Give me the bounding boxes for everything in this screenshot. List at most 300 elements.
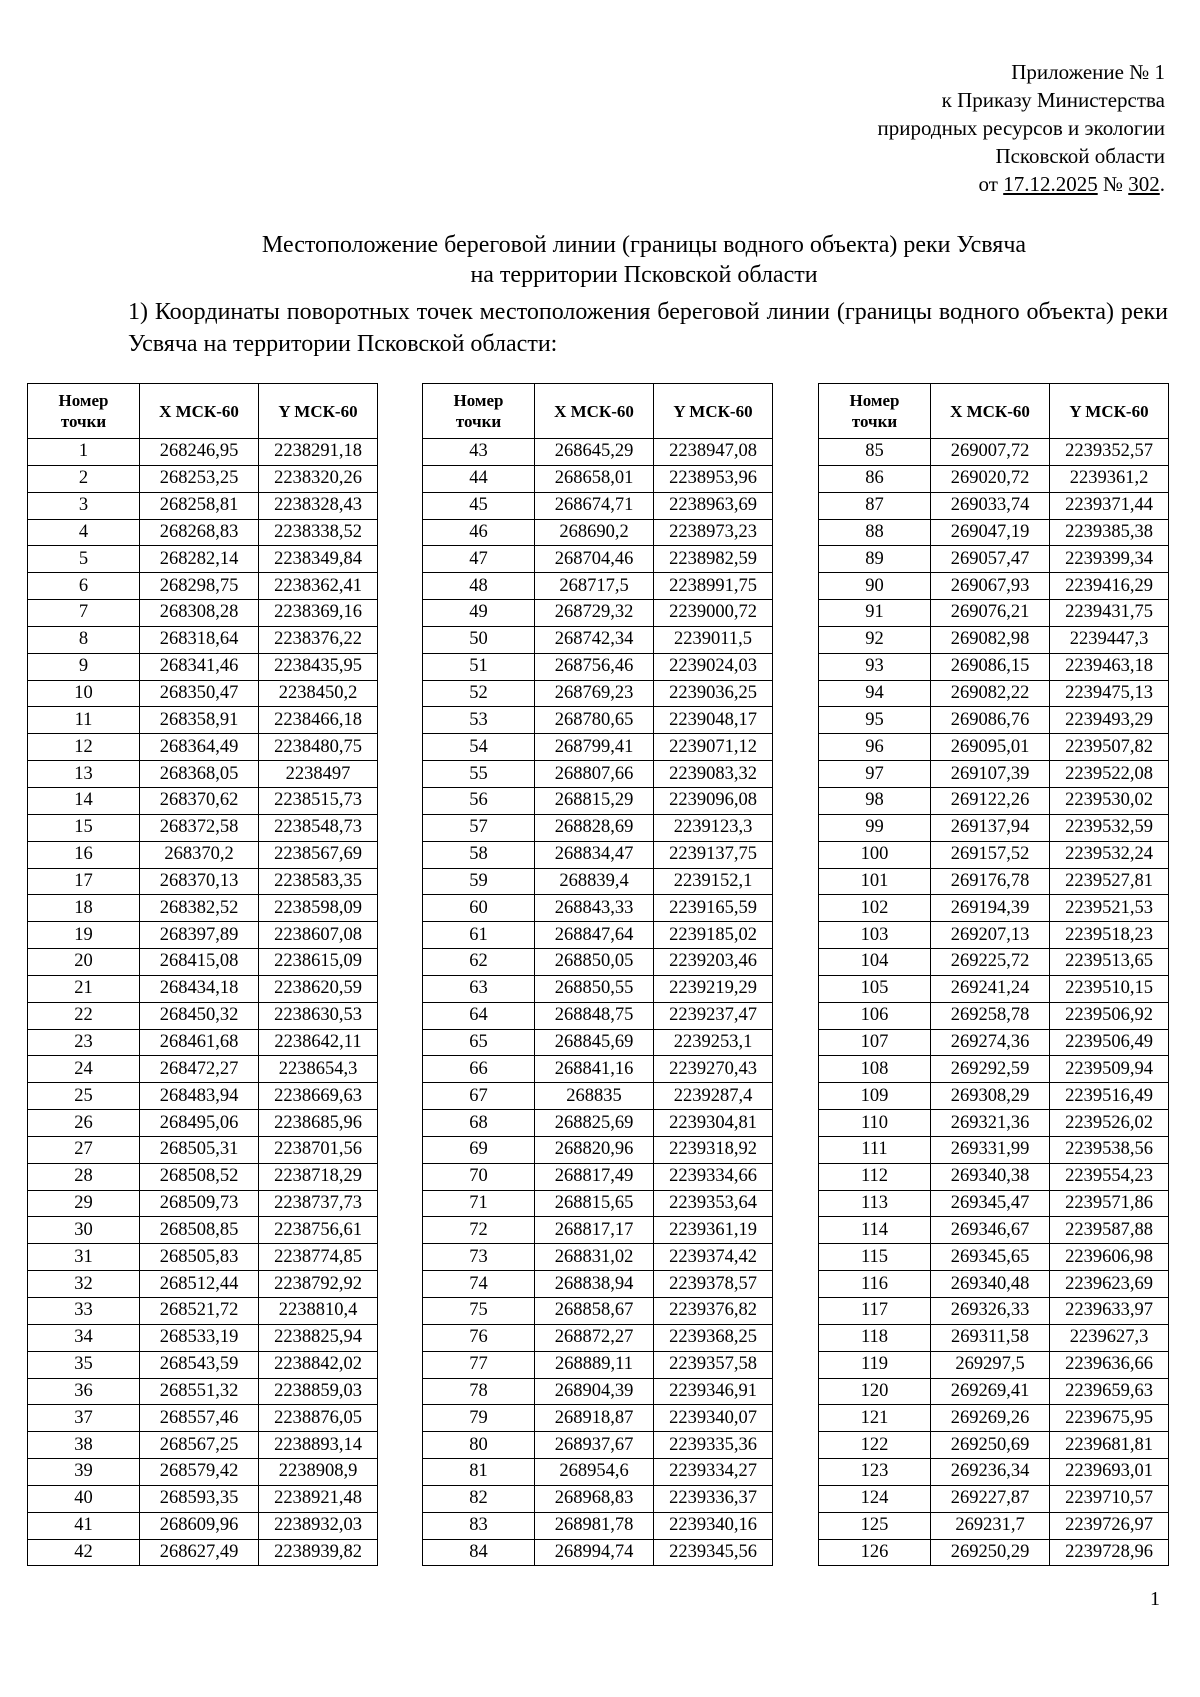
y-coordinate-cell: 2239352,57 bbox=[1050, 439, 1169, 466]
table-row bbox=[819, 787, 1169, 814]
table-row bbox=[819, 922, 1169, 949]
point-number-cell: 7 bbox=[28, 600, 140, 627]
table-row bbox=[28, 653, 378, 680]
y-coordinate-cell: 2239538,56 bbox=[1050, 1136, 1169, 1163]
y-coordinate-cell: 2238328,43 bbox=[259, 492, 378, 519]
point-number-cell: 28 bbox=[28, 1163, 140, 1190]
x-coordinate-cell: 268557,46 bbox=[140, 1405, 259, 1432]
page-number: 1 bbox=[1150, 1588, 1160, 1610]
point-number-cell: 20 bbox=[28, 949, 140, 976]
table-row bbox=[819, 895, 1169, 922]
x-coordinate-cell: 269308,29 bbox=[931, 1083, 1050, 1110]
x-coordinate-cell: 269207,13 bbox=[931, 922, 1050, 949]
table-row bbox=[819, 841, 1169, 868]
x-coordinate-cell: 268543,59 bbox=[140, 1351, 259, 1378]
table-row bbox=[28, 1351, 378, 1378]
y-coordinate-cell: 2239374,42 bbox=[654, 1244, 773, 1271]
y-coordinate-cell: 2238842,02 bbox=[259, 1351, 378, 1378]
point-number-cell: 82 bbox=[423, 1485, 535, 1512]
y-coordinate-cell: 2238480,75 bbox=[259, 734, 378, 761]
x-coordinate-cell: 268729,32 bbox=[535, 600, 654, 627]
point-number-cell: 25 bbox=[28, 1083, 140, 1110]
y-coordinate-cell: 2239378,57 bbox=[654, 1271, 773, 1298]
x-coordinate-cell: 268889,11 bbox=[535, 1351, 654, 1378]
table-row bbox=[423, 1163, 773, 1190]
point-number-cell: 2 bbox=[28, 465, 140, 492]
x-coordinate-cell: 268415,08 bbox=[140, 949, 259, 976]
point-number-cell: 122 bbox=[819, 1432, 931, 1459]
x-coordinate-cell: 269067,93 bbox=[931, 573, 1050, 600]
point-number-cell: 93 bbox=[819, 653, 931, 680]
table-row bbox=[28, 546, 378, 573]
appendix-header bbox=[665, 58, 1165, 198]
y-coordinate-cell: 2239371,44 bbox=[1050, 492, 1169, 519]
y-coordinate-cell: 2239431,75 bbox=[1050, 600, 1169, 627]
point-number-cell: 33 bbox=[28, 1298, 140, 1325]
x-coordinate-cell: 268954,6 bbox=[535, 1459, 654, 1486]
table-row bbox=[28, 949, 378, 976]
y-coordinate-cell: 2239083,32 bbox=[654, 761, 773, 788]
table-row bbox=[819, 1324, 1169, 1351]
y-coordinate-cell: 2238450,2 bbox=[259, 680, 378, 707]
table-row bbox=[28, 1083, 378, 1110]
point-number-cell: 111 bbox=[819, 1136, 931, 1163]
table-row bbox=[28, 868, 378, 895]
point-number-cell: 34 bbox=[28, 1324, 140, 1351]
table-row bbox=[819, 761, 1169, 788]
x-coordinate-cell: 268341,46 bbox=[140, 653, 259, 680]
table-row bbox=[423, 492, 773, 519]
x-coordinate-cell: 268848,75 bbox=[535, 1002, 654, 1029]
x-coordinate-cell: 269076,21 bbox=[931, 600, 1050, 627]
x-coordinate-cell: 268841,16 bbox=[535, 1056, 654, 1083]
y-coordinate-cell: 2238701,56 bbox=[259, 1136, 378, 1163]
y-coordinate-cell: 2239416,29 bbox=[1050, 573, 1169, 600]
y-coordinate-cell: 2238466,18 bbox=[259, 707, 378, 734]
x-coordinate-cell: 268579,42 bbox=[140, 1459, 259, 1486]
table-row bbox=[819, 1539, 1169, 1566]
x-coordinate-cell: 268756,46 bbox=[535, 653, 654, 680]
x-coordinate-cell: 268508,85 bbox=[140, 1217, 259, 1244]
table-row bbox=[819, 1298, 1169, 1325]
point-number-cell: 12 bbox=[28, 734, 140, 761]
y-coordinate-cell: 2239475,13 bbox=[1050, 680, 1169, 707]
table-row bbox=[819, 1056, 1169, 1083]
table-row bbox=[423, 1190, 773, 1217]
table-row bbox=[423, 707, 773, 734]
y-coordinate-cell: 2238291,18 bbox=[259, 439, 378, 466]
y-coordinate-cell: 2239513,65 bbox=[1050, 949, 1169, 976]
y-coordinate-cell: 2238991,75 bbox=[654, 573, 773, 600]
y-coordinate-cell: 2239463,18 bbox=[1050, 653, 1169, 680]
point-number-cell: 3 bbox=[28, 492, 140, 519]
point-number-cell: 69 bbox=[423, 1136, 535, 1163]
point-number-cell: 18 bbox=[28, 895, 140, 922]
table-row bbox=[819, 546, 1169, 573]
table-row bbox=[28, 1539, 378, 1566]
appendix-line-1: Приложение № 1 bbox=[1011, 60, 1165, 84]
table-row bbox=[819, 1485, 1169, 1512]
appendix-line-2: к Приказу Министерства bbox=[941, 88, 1165, 112]
point-number-cell: 41 bbox=[28, 1512, 140, 1539]
y-coordinate-cell: 2239011,5 bbox=[654, 626, 773, 653]
table-row bbox=[423, 626, 773, 653]
y-coordinate-cell: 2239340,07 bbox=[654, 1405, 773, 1432]
point-number-cell: 6 bbox=[28, 573, 140, 600]
point-number-cell: 70 bbox=[423, 1163, 535, 1190]
y-coordinate-cell: 2239516,49 bbox=[1050, 1083, 1169, 1110]
point-number-cell: 26 bbox=[28, 1110, 140, 1137]
y-coordinate-cell: 2238774,85 bbox=[259, 1244, 378, 1271]
coords-table-3 bbox=[818, 383, 1169, 1566]
y-coordinate-cell: 2238932,03 bbox=[259, 1512, 378, 1539]
y-coordinate-cell: 2239353,64 bbox=[654, 1190, 773, 1217]
x-coordinate-cell: 269047,19 bbox=[931, 519, 1050, 546]
point-number-cell: 60 bbox=[423, 895, 535, 922]
x-coordinate-cell: 269345,47 bbox=[931, 1190, 1050, 1217]
point-number-cell: 13 bbox=[28, 761, 140, 788]
x-coordinate-cell: 269345,65 bbox=[931, 1244, 1050, 1271]
y-coordinate-cell: 2238607,08 bbox=[259, 922, 378, 949]
x-coordinate-cell: 268593,35 bbox=[140, 1485, 259, 1512]
y-coordinate-cell: 2239506,49 bbox=[1050, 1029, 1169, 1056]
y-coordinate-cell: 2239522,08 bbox=[1050, 761, 1169, 788]
point-number-cell: 126 bbox=[819, 1539, 931, 1566]
x-coordinate-cell: 268835 bbox=[535, 1083, 654, 1110]
point-number-cell: 39 bbox=[28, 1459, 140, 1486]
date-prefix: от bbox=[978, 172, 998, 196]
point-number-cell: 84 bbox=[423, 1539, 535, 1566]
table-row bbox=[423, 1244, 773, 1271]
x-coordinate-cell: 268533,19 bbox=[140, 1324, 259, 1351]
y-coordinate-cell: 2239636,66 bbox=[1050, 1351, 1169, 1378]
table-row bbox=[423, 922, 773, 949]
y-coordinate-cell: 2239152,1 bbox=[654, 868, 773, 895]
table-row bbox=[28, 975, 378, 1002]
table-row bbox=[819, 492, 1169, 519]
point-number-cell: 124 bbox=[819, 1485, 931, 1512]
x-coordinate-cell: 268521,72 bbox=[140, 1298, 259, 1325]
x-coordinate-cell: 269122,26 bbox=[931, 787, 1050, 814]
x-coordinate-cell: 268461,68 bbox=[140, 1029, 259, 1056]
point-number-cell: 15 bbox=[28, 814, 140, 841]
x-coordinate-cell: 269020,72 bbox=[931, 465, 1050, 492]
point-number-cell: 89 bbox=[819, 546, 931, 573]
point-number-cell: 11 bbox=[28, 707, 140, 734]
point-number-cell: 103 bbox=[819, 922, 931, 949]
x-coordinate-cell: 269194,39 bbox=[931, 895, 1050, 922]
point-number-cell: 32 bbox=[28, 1271, 140, 1298]
point-number-cell: 19 bbox=[28, 922, 140, 949]
x-coordinate-cell: 268627,49 bbox=[140, 1539, 259, 1566]
point-number-cell: 17 bbox=[28, 868, 140, 895]
point-number-cell: 46 bbox=[423, 519, 535, 546]
point-number-cell: 91 bbox=[819, 600, 931, 627]
y-coordinate-cell: 2238893,14 bbox=[259, 1432, 378, 1459]
x-coordinate-cell: 268839,4 bbox=[535, 868, 654, 895]
table-row bbox=[819, 734, 1169, 761]
y-coordinate-cell: 2238515,73 bbox=[259, 787, 378, 814]
x-coordinate-cell: 268799,41 bbox=[535, 734, 654, 761]
x-coordinate-cell: 268658,01 bbox=[535, 465, 654, 492]
point-number-cell: 67 bbox=[423, 1083, 535, 1110]
y-coordinate-cell: 2239518,23 bbox=[1050, 922, 1169, 949]
table-row bbox=[819, 1432, 1169, 1459]
y-coordinate-cell: 2239532,24 bbox=[1050, 841, 1169, 868]
point-number-cell: 104 bbox=[819, 949, 931, 976]
y-coordinate-cell: 2239659,63 bbox=[1050, 1378, 1169, 1405]
x-coordinate-cell: 268843,33 bbox=[535, 895, 654, 922]
appendix-line-3: природных ресурсов и экологии bbox=[877, 116, 1165, 140]
point-number-cell: 29 bbox=[28, 1190, 140, 1217]
x-coordinate-cell: 268505,83 bbox=[140, 1244, 259, 1271]
x-coordinate-cell: 269007,72 bbox=[931, 439, 1050, 466]
x-coordinate-cell: 269086,76 bbox=[931, 707, 1050, 734]
col-header-x: X МСК-60 bbox=[931, 384, 1050, 439]
y-coordinate-cell: 2238685,96 bbox=[259, 1110, 378, 1137]
table-row bbox=[423, 787, 773, 814]
point-number-cell: 78 bbox=[423, 1378, 535, 1405]
table-row bbox=[423, 895, 773, 922]
y-coordinate-cell: 2239532,59 bbox=[1050, 814, 1169, 841]
point-number-cell: 98 bbox=[819, 787, 931, 814]
x-coordinate-cell: 268968,83 bbox=[535, 1485, 654, 1512]
point-number-cell: 58 bbox=[423, 841, 535, 868]
point-number-cell: 53 bbox=[423, 707, 535, 734]
y-coordinate-cell: 2239096,08 bbox=[654, 787, 773, 814]
y-coordinate-cell: 2239357,58 bbox=[654, 1351, 773, 1378]
order-date: 17.12.2025 bbox=[1003, 172, 1098, 196]
table-row bbox=[423, 519, 773, 546]
y-coordinate-cell: 2239000,72 bbox=[654, 600, 773, 627]
x-coordinate-cell: 268994,74 bbox=[535, 1539, 654, 1566]
x-coordinate-cell: 268717,5 bbox=[535, 573, 654, 600]
y-coordinate-cell: 2238718,29 bbox=[259, 1163, 378, 1190]
x-coordinate-cell: 268847,64 bbox=[535, 922, 654, 949]
y-coordinate-cell: 2238669,63 bbox=[259, 1083, 378, 1110]
table-row bbox=[423, 1083, 773, 1110]
y-coordinate-cell: 2238859,03 bbox=[259, 1378, 378, 1405]
table-row bbox=[423, 1056, 773, 1083]
x-coordinate-cell: 268382,52 bbox=[140, 895, 259, 922]
point-number-cell: 88 bbox=[819, 519, 931, 546]
col-header-y: Y МСК-60 bbox=[1050, 384, 1169, 439]
y-coordinate-cell: 2238654,3 bbox=[259, 1056, 378, 1083]
x-coordinate-cell: 268298,75 bbox=[140, 573, 259, 600]
table-row bbox=[28, 734, 378, 761]
y-coordinate-cell: 2239071,12 bbox=[654, 734, 773, 761]
table-row bbox=[28, 1298, 378, 1325]
y-coordinate-cell: 2239506,92 bbox=[1050, 1002, 1169, 1029]
point-number-cell: 37 bbox=[28, 1405, 140, 1432]
x-coordinate-cell: 268850,05 bbox=[535, 949, 654, 976]
x-coordinate-cell: 269340,48 bbox=[931, 1271, 1050, 1298]
point-number-cell: 125 bbox=[819, 1512, 931, 1539]
table-row bbox=[28, 1136, 378, 1163]
y-coordinate-cell: 2239627,3 bbox=[1050, 1324, 1169, 1351]
point-number-cell: 96 bbox=[819, 734, 931, 761]
table-row bbox=[423, 1512, 773, 1539]
point-number-cell: 43 bbox=[423, 439, 535, 466]
table-row bbox=[423, 546, 773, 573]
table-row bbox=[819, 626, 1169, 653]
y-coordinate-cell: 2238939,82 bbox=[259, 1539, 378, 1566]
point-number-cell: 52 bbox=[423, 680, 535, 707]
table-row bbox=[28, 922, 378, 949]
y-coordinate-cell: 2239633,97 bbox=[1050, 1298, 1169, 1325]
y-coordinate-cell: 2239253,1 bbox=[654, 1029, 773, 1056]
x-coordinate-cell: 269082,22 bbox=[931, 680, 1050, 707]
table-row bbox=[28, 1512, 378, 1539]
y-coordinate-cell: 2239376,82 bbox=[654, 1298, 773, 1325]
point-number-cell: 79 bbox=[423, 1405, 535, 1432]
x-coordinate-cell: 269137,94 bbox=[931, 814, 1050, 841]
table-row bbox=[819, 814, 1169, 841]
point-number-cell: 73 bbox=[423, 1244, 535, 1271]
point-number-cell: 94 bbox=[819, 680, 931, 707]
y-coordinate-cell: 2239361,19 bbox=[654, 1217, 773, 1244]
table-row bbox=[819, 680, 1169, 707]
y-coordinate-cell: 2238963,69 bbox=[654, 492, 773, 519]
y-coordinate-cell: 2239493,29 bbox=[1050, 707, 1169, 734]
x-coordinate-cell: 268308,28 bbox=[140, 600, 259, 627]
table-row bbox=[28, 841, 378, 868]
y-coordinate-cell: 2239530,02 bbox=[1050, 787, 1169, 814]
table-row bbox=[28, 761, 378, 788]
y-coordinate-cell: 2239334,66 bbox=[654, 1163, 773, 1190]
table-row bbox=[423, 1432, 773, 1459]
table-row bbox=[819, 1002, 1169, 1029]
x-coordinate-cell: 268815,29 bbox=[535, 787, 654, 814]
title-line-1: Местоположение береговой линии (границы водного объекта) реки Усвяча bbox=[261, 232, 1027, 258]
point-number-cell: 92 bbox=[819, 626, 931, 653]
table-row bbox=[819, 519, 1169, 546]
x-coordinate-cell: 268397,89 bbox=[140, 922, 259, 949]
x-coordinate-cell: 268450,32 bbox=[140, 1002, 259, 1029]
number-prefix: № bbox=[1102, 172, 1123, 196]
x-coordinate-cell: 268268,83 bbox=[140, 519, 259, 546]
x-coordinate-cell: 268512,44 bbox=[140, 1271, 259, 1298]
x-coordinate-cell: 268282,14 bbox=[140, 546, 259, 573]
x-coordinate-cell: 268858,67 bbox=[535, 1298, 654, 1325]
x-coordinate-cell: 268831,02 bbox=[535, 1244, 654, 1271]
point-number-cell: 16 bbox=[28, 841, 140, 868]
table-row bbox=[819, 1271, 1169, 1298]
y-coordinate-cell: 2239681,81 bbox=[1050, 1432, 1169, 1459]
point-number-cell: 40 bbox=[28, 1485, 140, 1512]
x-coordinate-cell: 269258,78 bbox=[931, 1002, 1050, 1029]
table-row bbox=[28, 680, 378, 707]
x-coordinate-cell: 269225,72 bbox=[931, 949, 1050, 976]
y-coordinate-cell: 2238598,09 bbox=[259, 895, 378, 922]
title-line-2: на территории Псковской области bbox=[470, 262, 818, 288]
x-coordinate-cell: 268370,62 bbox=[140, 787, 259, 814]
table-row bbox=[819, 1163, 1169, 1190]
y-coordinate-cell: 2239509,94 bbox=[1050, 1056, 1169, 1083]
x-coordinate-cell: 269107,39 bbox=[931, 761, 1050, 788]
table-row bbox=[819, 465, 1169, 492]
table-row bbox=[819, 1459, 1169, 1486]
y-coordinate-cell: 2239137,75 bbox=[654, 841, 773, 868]
table-row bbox=[423, 1459, 773, 1486]
appendix-line-4: Псковской области bbox=[995, 144, 1165, 168]
x-coordinate-cell: 268368,05 bbox=[140, 761, 259, 788]
table-row bbox=[28, 1029, 378, 1056]
point-number-cell: 66 bbox=[423, 1056, 535, 1083]
x-coordinate-cell: 269274,36 bbox=[931, 1029, 1050, 1056]
y-coordinate-cell: 2238825,94 bbox=[259, 1324, 378, 1351]
y-coordinate-cell: 2239728,96 bbox=[1050, 1539, 1169, 1566]
y-coordinate-cell: 2238737,73 bbox=[259, 1190, 378, 1217]
x-coordinate-cell: 268509,73 bbox=[140, 1190, 259, 1217]
point-number-cell: 21 bbox=[28, 975, 140, 1002]
intro-paragraph: 1) Координаты поворотных точек местоположения береговой линии (границы водного объекта) реки Усвяча на территории Псковской области: bbox=[128, 299, 1168, 357]
x-coordinate-cell: 268370,2 bbox=[140, 841, 259, 868]
x-coordinate-cell: 268690,2 bbox=[535, 519, 654, 546]
y-coordinate-cell: 2239219,29 bbox=[654, 975, 773, 1002]
y-coordinate-cell: 2238876,05 bbox=[259, 1405, 378, 1432]
y-coordinate-cell: 2238921,48 bbox=[259, 1485, 378, 1512]
y-coordinate-cell: 2238369,16 bbox=[259, 600, 378, 627]
x-coordinate-cell: 268350,47 bbox=[140, 680, 259, 707]
x-coordinate-cell: 269095,01 bbox=[931, 734, 1050, 761]
x-coordinate-cell: 269250,29 bbox=[931, 1539, 1050, 1566]
x-coordinate-cell: 268850,55 bbox=[535, 975, 654, 1002]
x-coordinate-cell: 268508,52 bbox=[140, 1163, 259, 1190]
point-number-cell: 107 bbox=[819, 1029, 931, 1056]
point-number-cell: 8 bbox=[28, 626, 140, 653]
x-coordinate-cell: 268820,96 bbox=[535, 1136, 654, 1163]
y-coordinate-cell: 2239726,97 bbox=[1050, 1512, 1169, 1539]
y-coordinate-cell: 2239336,37 bbox=[654, 1485, 773, 1512]
y-coordinate-cell: 2238642,11 bbox=[259, 1029, 378, 1056]
x-coordinate-cell: 269250,69 bbox=[931, 1432, 1050, 1459]
y-coordinate-cell: 2239334,27 bbox=[654, 1459, 773, 1486]
point-number-cell: 10 bbox=[28, 680, 140, 707]
point-number-cell: 27 bbox=[28, 1136, 140, 1163]
table-row bbox=[819, 868, 1169, 895]
point-number-cell: 80 bbox=[423, 1432, 535, 1459]
x-coordinate-cell: 268645,29 bbox=[535, 439, 654, 466]
table-row bbox=[28, 439, 378, 466]
x-coordinate-cell: 268838,94 bbox=[535, 1271, 654, 1298]
table-row bbox=[819, 1405, 1169, 1432]
y-coordinate-cell: 2238567,69 bbox=[259, 841, 378, 868]
table-row bbox=[819, 573, 1169, 600]
x-coordinate-cell: 269311,58 bbox=[931, 1324, 1050, 1351]
point-number-cell: 72 bbox=[423, 1217, 535, 1244]
y-coordinate-cell: 2239571,86 bbox=[1050, 1190, 1169, 1217]
point-number-cell: 121 bbox=[819, 1405, 931, 1432]
point-number-cell: 56 bbox=[423, 787, 535, 814]
point-number-cell: 110 bbox=[819, 1110, 931, 1137]
point-number-cell: 117 bbox=[819, 1298, 931, 1325]
x-coordinate-cell: 269082,98 bbox=[931, 626, 1050, 653]
y-coordinate-cell: 2239318,92 bbox=[654, 1136, 773, 1163]
y-coordinate-cell: 2239237,47 bbox=[654, 1002, 773, 1029]
point-number-cell: 118 bbox=[819, 1324, 931, 1351]
point-number-cell: 71 bbox=[423, 1190, 535, 1217]
point-number-cell: 119 bbox=[819, 1351, 931, 1378]
table-row bbox=[423, 868, 773, 895]
point-number-cell: 85 bbox=[819, 439, 931, 466]
y-coordinate-cell: 2239024,03 bbox=[654, 653, 773, 680]
x-coordinate-cell: 268807,66 bbox=[535, 761, 654, 788]
x-coordinate-cell: 269033,74 bbox=[931, 492, 1050, 519]
x-coordinate-cell: 269331,99 bbox=[931, 1136, 1050, 1163]
point-number-cell: 65 bbox=[423, 1029, 535, 1056]
y-coordinate-cell: 2239710,57 bbox=[1050, 1485, 1169, 1512]
